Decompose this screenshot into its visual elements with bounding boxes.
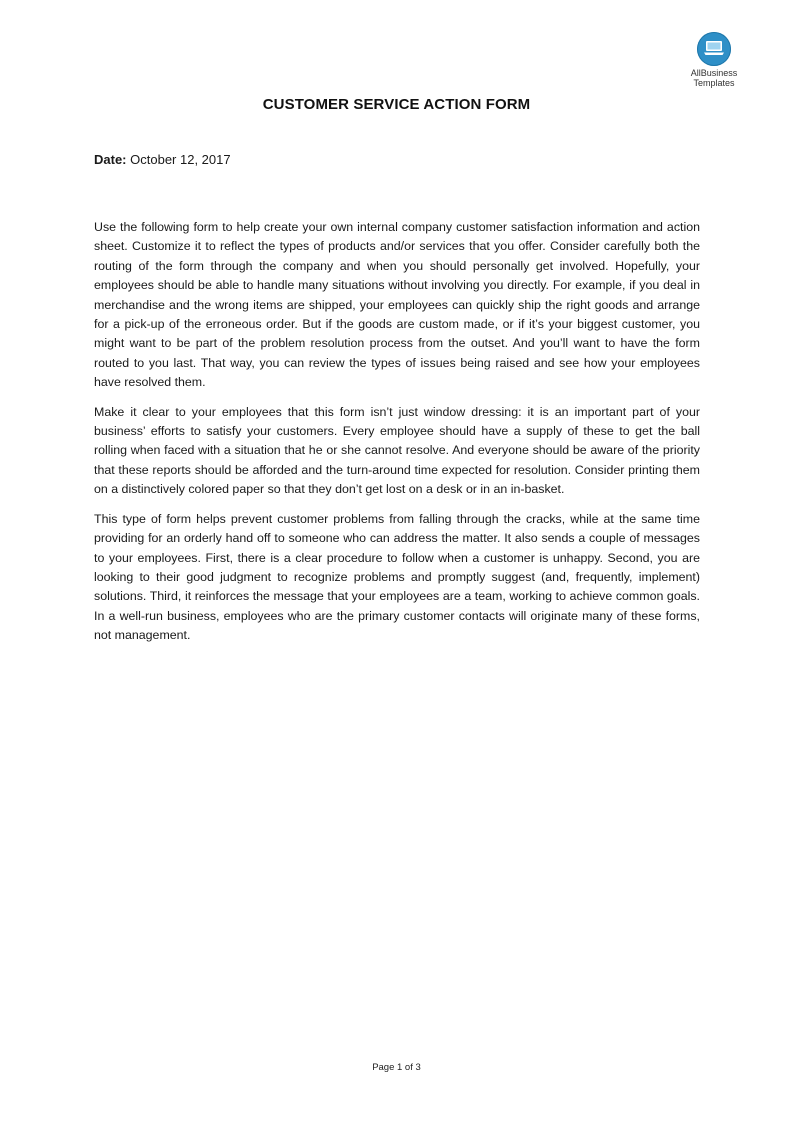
- logo-line-1: AllBusiness: [690, 68, 738, 78]
- paragraph-2: Make it clear to your employees that this form isn’t just window dressing: it is an important part of your business’ efforts to satisfy your customers. Every employee should have a supply of these to get the ball rolling when faced with a situation that he or she cannot resolve. And everyone should be aware of the priority that these reports should be afforded and the turn-around time expected for resolution. Consider printing them on a distinctively colored paper so that they don’t get lost on a desk or in an in-basket.: [94, 404, 700, 497]
- laptop-icon: [697, 32, 731, 66]
- date-label: Date:: [94, 152, 127, 167]
- body-text: [94, 218, 700, 656]
- date-value: October 12, 2017: [130, 152, 231, 167]
- logo-text: [674, 68, 754, 88]
- page-indicator: Page 1 of 3: [372, 1062, 421, 1073]
- paragraph-1: Use the following form to help create your own internal company customer satisfaction information and action sheet. Customize it to reflect the types of products and/or services that you offer. Consider carefully both the routing of the form through the company and when you should personally get involved. Hopefully, your employees should be able to handle many situations without involving you directly. For example, if you deal in merchandise and the wrong items are shipped, your employees can quickly ship the right goods and arrange for a pick-up of the erroneous order. But if the goods are custom made, or if it’s your biggest customer, you might want to be part of the problem resolution process from the outset. And you’ll want to have the form routed to you last. That way, you can review the types of issues being raised and see how your employees have resolved them.: [94, 220, 700, 390]
- document-title: CUSTOMER SERVICE ACTION FORM: [262, 96, 531, 113]
- paragraph-3: This type of form helps prevent customer problems from falling through the cracks, while at the same time providing for an orderly hand off to someone who can address the matter. It also sends a couple of messages to your employees. First, there is a clear procedure to follow when a customer is unhappy. Second, you are looking to their good judgment to recognize problems and promptly suggest (and, frequently, implement) solutions. Third, it reinforces the message that your employees are a team, working to achieve common goals. In a well-run business, employees who are the primary customer contacts will originate many of these forms, not management.: [94, 511, 700, 643]
- brand-logo: [674, 32, 754, 88]
- logo-line-2: Templates: [693, 78, 735, 88]
- date-line: [94, 152, 231, 167]
